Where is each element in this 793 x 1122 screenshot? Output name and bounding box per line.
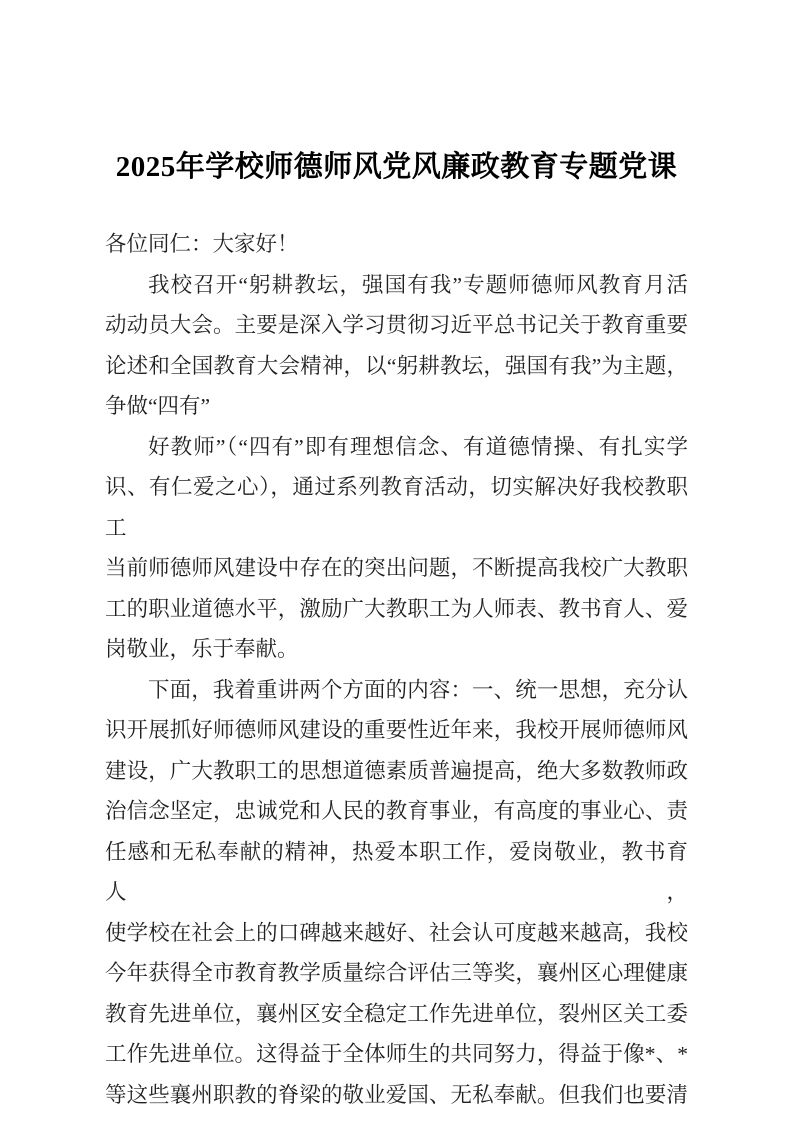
text-line: 各位同仁：大家好！ [105, 232, 299, 256]
text-line: 岗敬业，乐于奉献。 [105, 637, 299, 661]
text-line: 今年获得全市教育教学质量综合评估三等奖，襄州区心理健康 [105, 961, 688, 985]
text-line: 争做“四有” [105, 394, 211, 418]
text-line: 识、有仁爱之心），通过系列教育活动，切实解决好我校教职工 [105, 475, 688, 540]
text-line: 教育先进单位，襄州区安全稳定工作先进单位，裂州区关工委 [105, 1001, 688, 1026]
text-line: 当前师德师风建设中存在的突出问题，不断提高我校广大教职 [105, 556, 688, 580]
text-line: 我校召开“躬耕教坛，强国有我”专题师德师风教育月活 [148, 272, 688, 297]
text-line: 治信念坚定，忠诚党和人民的教育事业，有高度的事业心、责 [105, 799, 688, 823]
paragraph-four-haves [105, 427, 688, 670]
document-body [105, 224, 688, 1115]
text-line: 动动员大会。主要是深入学习贯彻习近平总书记关于教育重要 [105, 313, 688, 337]
text-line: 识开展抓好师德师风建设的重要性近年来，我校开展师德师风 [105, 718, 688, 742]
text-line: 好教师”（“四有”即有理想信念、有道德情操、有扎实学 [148, 434, 688, 459]
paragraph-greeting [105, 224, 688, 265]
document-title: 2025年学校师德师风党风廉政教育专题党课 [115, 151, 678, 183]
text-line: 工的职业道德水平，激励广大教职工为人师表、教书育人、爱 [105, 596, 688, 621]
text-line: 工作先进单位。这得益于全体师生的共同努力，得益于像*、* [105, 1042, 688, 1066]
text-line: 使学校在社会上的口碑越来越好、社会认可度越来越高，我校 [105, 920, 688, 945]
text-line: 建设，广大教职工的思想道德素质普遍提高，绝大多数教师政 [105, 758, 688, 783]
text-line: 任感和无私奉献的精神，热爱本职工作，爱岗敬业，教书育人， [105, 839, 688, 904]
text-line: 等这些襄州职教的脊梁的敬业爱国、无私奉献。但我们也要清 [105, 1082, 688, 1107]
text-line: 下面，我着重讲两个方面的内容：一、统一思想，充分认 [148, 677, 688, 702]
paragraph-main-content [105, 670, 688, 1116]
text-line: 论述和全国教育大会精神，以“躬耕教坛，强国有我”为主题， [105, 353, 688, 378]
paragraph-meeting-intro [105, 265, 688, 427]
